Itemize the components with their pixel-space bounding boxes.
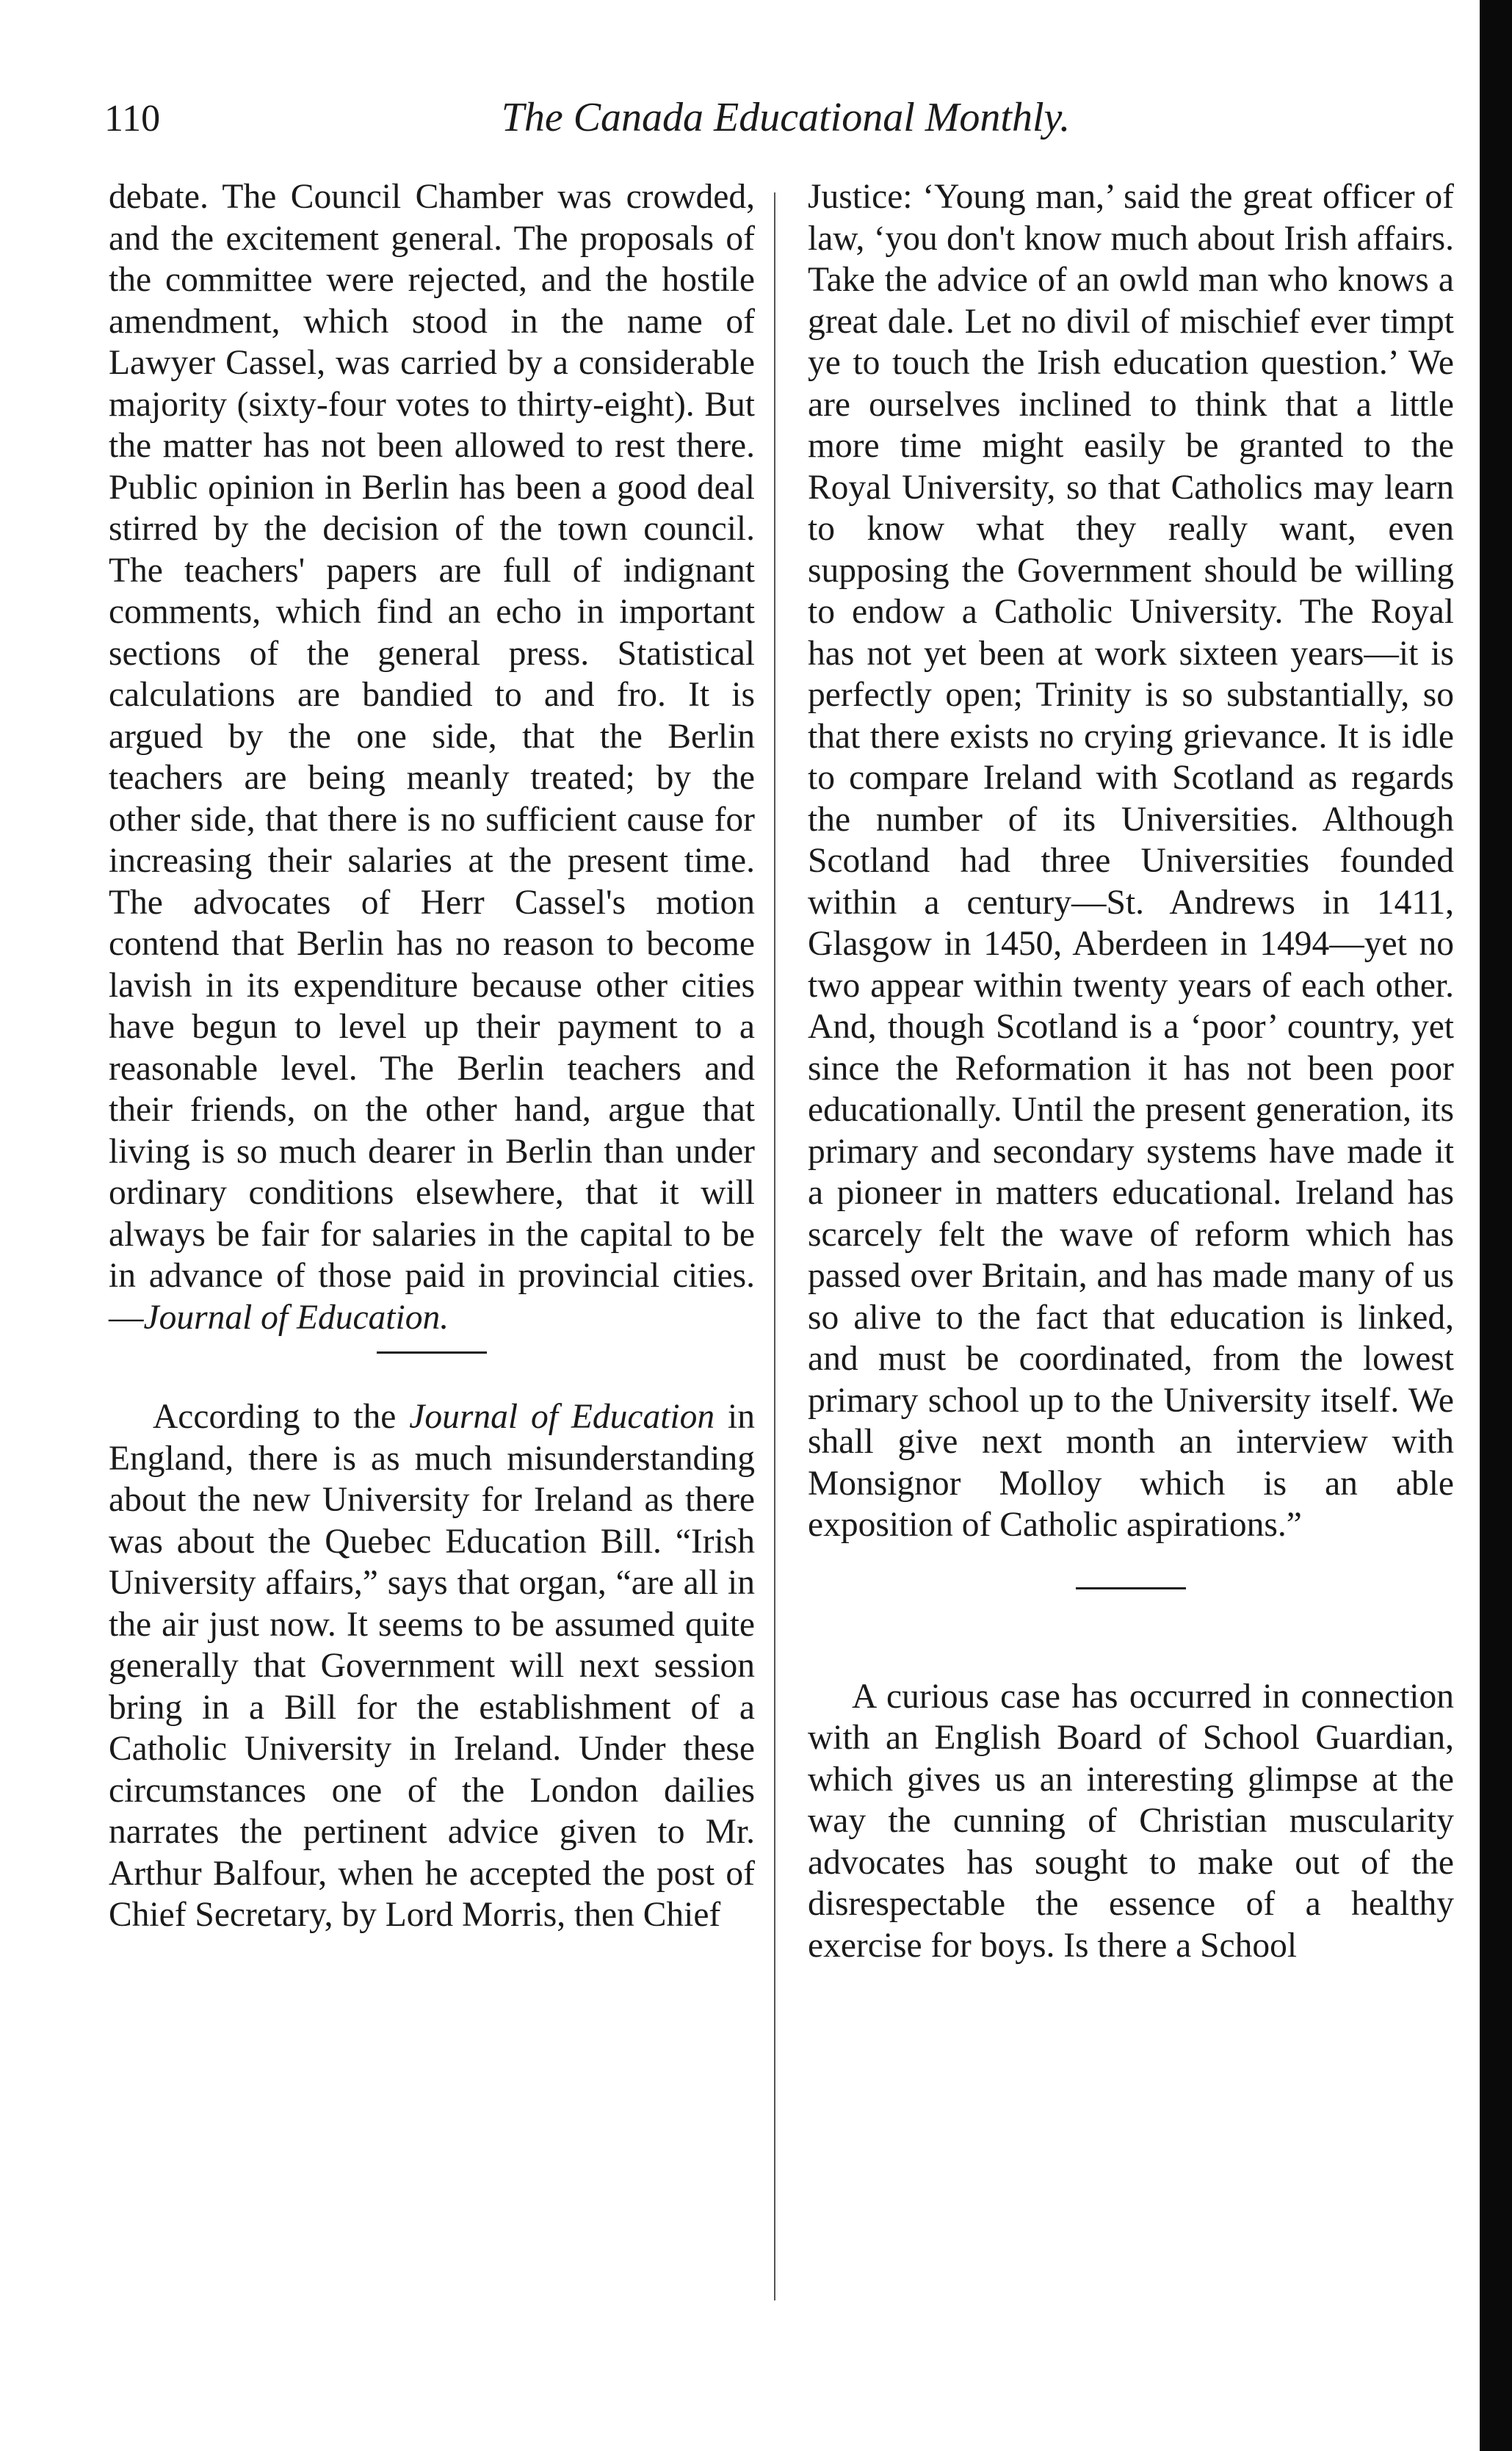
section-rule-left [377,1351,487,1354]
left-paragraph-2-start: According to the [153,1398,410,1436]
left-column [109,176,755,1936]
left-paragraph-2-rest: in England, there is as much misunderstanding about the new University for Ireland as there was about the Quebec Education Bill. “Irish University affairs,” says that organ, “are all in the air just now. It seems to be assumed quite generally that Government will next session bring in a Bill for the establishment of a Catholic University in Ireland. Under these circumstances one of the London dailies narrates the pertinent advice given to Mr. Arthur Balfour, when he accepted the post of Chief Secretary, by Lord Morris, then Chief [109,1398,755,1934]
running-head: The Canada Educational Monthly. [501,95,1071,140]
left-paragraph-2 [109,1396,755,1936]
left-paragraph-1-source: Journal of Education. [143,1298,449,1337]
right-paragraph-2: A curious case has occurred in connection with an English Board of School Guardian, which gives us an interesting glimpse at the way the cunning of Christian muscularity advocates has sought to make out of the disrespectable the essence of a healthy exercise for boys. Is there a School [808,1677,1454,1965]
left-paragraph-2-journal: Journal of Education [409,1398,715,1436]
right-paragraph-1: Justice: ‘Young man,’ said the great officer of law, ‘you don't know much about Irish affairs. Take the advice of an owld man who knows a great dale. Let no divil of mischief ever timpt ye to touch the Irish education question.’ We are ourselves inclined to think that a little more time might easily be granted to the Royal University, so that Catholics may learn to know what they really want, even supposing the Government should be willing to endow a Catholic University. The Royal has not yet been at work sixteen years—it is perfectly open; Trinity is so substantially, so that there exists no crying grievance. It is idle to compare Ireland with Scotland as regards the number of its Universities. Although Scotland had three Universities founded within a century—St. Andrews in 1411, Glasgow in 1450, Aberdeen in 1494—yet no two appear within twenty years of each other. And, though Scotland is a ‘poor’ country, yet since the Reformation it has not been poor educationally. Until the present generation, its primary and secondary systems have made it a pioneer in matters educational. Ireland has scarcely felt the wave of reform which has passed over Britain, and has made many of us so alive to the fact that education is linked, and must be coordinated, from the lowest primary school up to the University itself. We shall give next month an interview with Monsignor Molloy which is an able exposition of Catholic aspirations.” [808,178,1454,1544]
column-divider [774,192,775,2300]
right-column [808,176,1454,1966]
page-edge-bar [1480,0,1512,2451]
section-rule-right [1076,1587,1186,1589]
left-paragraph-1 [109,176,755,1338]
page-number: 110 [104,98,161,140]
left-paragraph-1-text: debate. The Council Chamber was crowded, and the excitement general. The proposals of the committee were rejected, and the hostile amendment, which stood in the name of Lawyer Cassel, was carried by a considerable majority (sixty-four votes to thirty-eight). But the matter has not been allowed to rest there. Public opinion in Berlin has been a good deal stirred by the decision of the town council. The teachers' papers are full of indignant comments, which find an echo in important sections of the general press. Statistical calculations are bandied to and fro. It is argued by the one side, that the Berlin teachers are being meanly treated; by the other side, that there is no sufficient cause for increasing their salaries at the present time. The advocates of Herr Cassel's motion contend that Berlin has no reason to become lavish in its expenditure because other cities have begun to level up their payment to a reasonable level. The Berlin teachers and their friends, on the other hand, argue that living is so much dearer in Berlin than under ordinary conditions elsewhere, that it will always be fair for salaries in the capital to be in advance of those paid in provincial cities.— [109,178,755,1337]
